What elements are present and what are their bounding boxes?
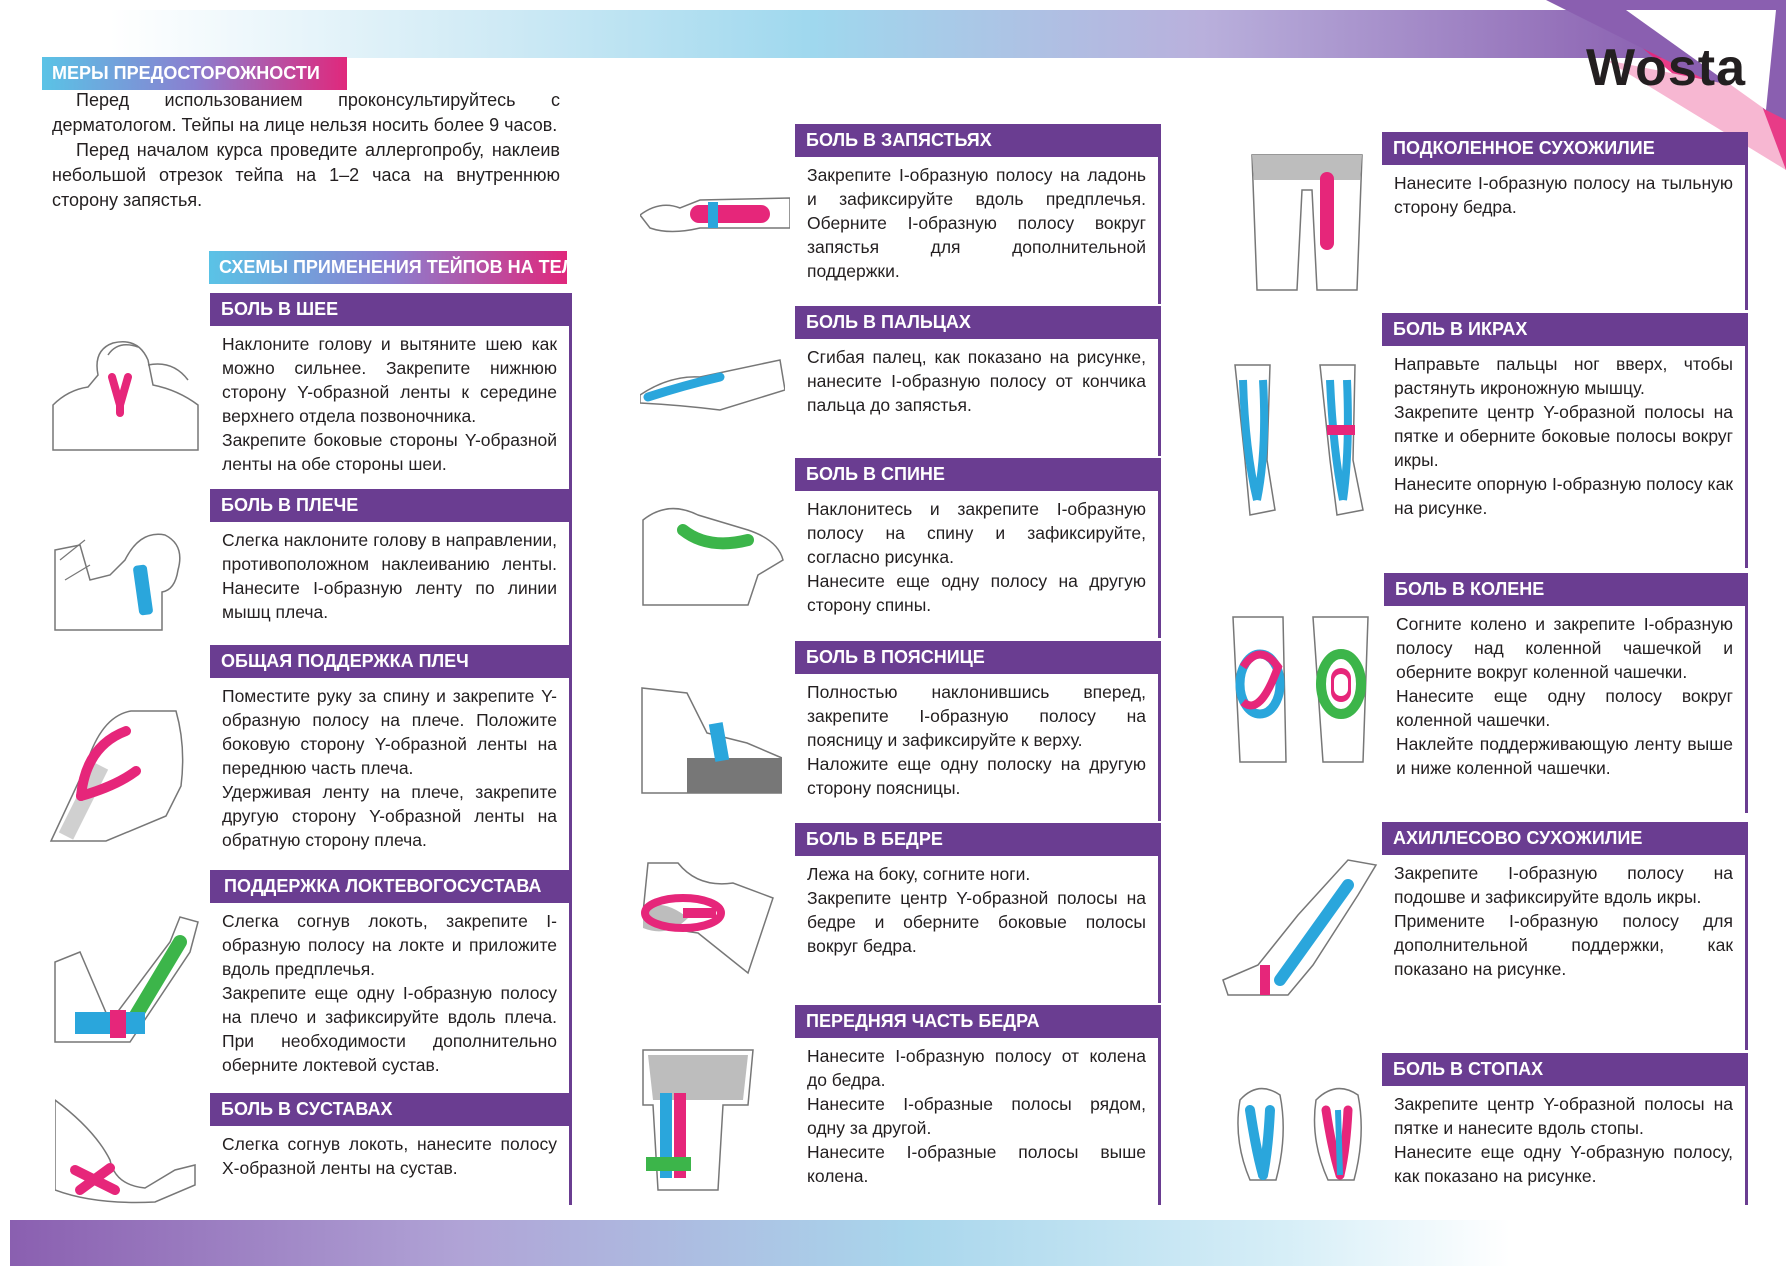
card-paragraph: Закрепите еще одну I-образную полосу на плечо и зафиксируйте вдоль плеча. При необходимости дополнительно оберните локтевой сустав. (222, 983, 557, 1075)
achilles-taping-illustration (1218, 855, 1378, 1000)
card-title: БОЛЬ В СТОПАХ (1382, 1053, 1745, 1086)
card-paragraph: Примените I-образную полосу для дополнительной поддержки, как показано на рисунке. (1394, 911, 1733, 979)
card-paragraph: Нанесите I-образную полосу на тыльную сторону бедра. (1394, 173, 1733, 217)
card-general-shoulder-support (210, 645, 572, 870)
calf-taping-illustration (1225, 360, 1375, 520)
wrist-taping-illustration (640, 190, 790, 240)
card-knee-pain (1384, 573, 1748, 813)
card-paragraph: Закрепите боковые стороны Y-образной ленты на обе стороны шеи. (222, 430, 557, 474)
card-achilles-tendon (1382, 822, 1748, 1050)
card-back-pain (795, 458, 1161, 638)
card-title: БОЛЬ В ИКРАХ (1382, 313, 1745, 346)
card-paragraph: Наложите еще одну полоску на другую сторону поясницы. (807, 754, 1146, 798)
card-text (1382, 346, 1745, 520)
card-text (1382, 855, 1745, 981)
card-paragraph: Направьте пальцы ног вверх, чтобы растянуть икроножную мышцу. (1394, 354, 1733, 398)
knee-taping-illustration (1228, 612, 1378, 767)
card-text (210, 326, 569, 476)
card-title: БОЛЬ В СПИНЕ (795, 458, 1158, 491)
card-paragraph: Нанесите опорную I-образную полосу как на рисунке. (1394, 474, 1733, 518)
card-title: БОЛЬ В СУСТАВАХ (210, 1093, 569, 1126)
card-shoulder-pain (210, 489, 572, 645)
card-paragraph: Закрепите центр Y-образной полосы на пятке и оберните боковые полосы вокруг икры. (1394, 402, 1733, 470)
card-paragraph: Нанесите еще одну Y-образную полосу, как показано на рисунке. (1394, 1142, 1733, 1186)
card-paragraph: Слегка согнув локоть, закрепите I-образную полосу на локте и приложите вдоль предплечья. (222, 911, 557, 979)
card-title: ОБЩАЯ ПОДДЕРЖКА ПЛЕЧ (210, 645, 569, 678)
card-paragraph: Нанесите I-образные полосы рядом, одну за другой. (807, 1094, 1146, 1138)
card-paragraph: Лежа на боку, согните ноги. (807, 864, 1031, 884)
precautions-title: МЕРЫ ПРЕДОСТОРОЖНОСТИ (42, 57, 347, 90)
foot-taping-illustration (1228, 1080, 1376, 1185)
card-text (795, 157, 1158, 283)
card-paragraph: Нанесите еще одну полосу на другую сторону спины. (807, 571, 1146, 615)
card-title: БОЛЬ В КОЛЕНЕ (1384, 573, 1745, 606)
card-paragraph: Наклейте поддерживающую ленту выше и ниже коленной чашечки. (1396, 734, 1733, 778)
card-text (210, 903, 569, 1077)
card-title: БОЛЬ В БЕДРЕ (795, 823, 1158, 856)
card-foot-pain (1382, 1053, 1748, 1205)
bottom-gradient-band (10, 1220, 1510, 1266)
card-finger-pain (795, 306, 1161, 456)
card-joint-pain (210, 1093, 572, 1205)
front-thigh-taping-illustration (638, 1045, 758, 1195)
card-text (795, 491, 1158, 617)
card-paragraph: Закрепите центр Y-образной полосы на пятке и нанесите вдоль стопы. (1394, 1094, 1733, 1138)
card-paragraph: Полностью наклонившись вперед, закрепите I-образную полосу на поясницу и зафиксируйте к верху. (807, 682, 1146, 750)
precautions-paragraph: Перед использованием проконсультируйтесь с дерматологом. Тейпы на лице нельзя носить более 9 часов. (52, 90, 560, 135)
card-title: ПОДКОЛЕННОЕ СУХОЖИЛИЕ (1382, 132, 1745, 165)
card-text (795, 856, 1158, 958)
card-text (1382, 165, 1745, 219)
card-title: БОЛЬ В ПОЯСНИЦЕ (795, 641, 1158, 674)
card-paragraph: Слегка согнув локоть, нанесите полосу X-образной ленты на сустав. (222, 1134, 557, 1178)
hip-taping-illustration (638, 858, 778, 978)
card-text (210, 522, 569, 624)
card-paragraph: Удерживая ленту на плече, закрепите другую сторону Y-образной ленты на обратную сторону плеча. (222, 782, 557, 850)
card-paragraph: Сгибая палец, как показано на рисунке, нанесите I-образную полосу от кончика пальца до запястья. (807, 347, 1146, 415)
card-elbow-support (210, 870, 572, 1093)
brand-logo: Wosta (1585, 39, 1746, 97)
card-lower-back-pain (795, 641, 1161, 821)
card-title: БОЛЬ В ПЛЕЧЕ (210, 489, 569, 522)
top-gradient-band (110, 10, 1670, 58)
elbow-taping-illustration (50, 912, 200, 1047)
shoulder-taping-illustration (50, 520, 190, 635)
card-paragraph: Закрепите центр Y-образной полосы на бедре и оберните боковые полосы вокруг бедра. (807, 888, 1146, 956)
card-paragraph: Наклонитесь и закрепите I-образную полосу на спину и зафиксируйте, согласно рисунка. (807, 499, 1146, 567)
card-text (1384, 606, 1745, 780)
card-title: ПЕРЕДНЯЯ ЧАСТЬ БЕДРА (795, 1005, 1158, 1038)
lower-back-taping-illustration (637, 683, 782, 795)
neck-taping-illustration (48, 335, 206, 455)
card-paragraph: Нанесите I-образные полосы выше колена. (807, 1142, 1146, 1186)
card-front-thigh (795, 1005, 1161, 1205)
card-text (795, 674, 1158, 800)
card-paragraph: Закрепите I-образную полосу на ладонь и зафиксируйте вдоль предплечья. Оберните I-образную полосу вокруг запястья для дополнительной поддержки. (807, 165, 1146, 281)
finger-taping-illustration (640, 355, 785, 415)
joint-taping-illustration (55, 1090, 200, 1205)
precautions-paragraph: Перед началом курса проведите аллергопробу, наклеив небольшой отрезок тейпа на 1–2 часа на внутреннюю сторону запястья. (52, 140, 560, 210)
precautions-text (52, 88, 560, 213)
hamstring-taping-illustration (1242, 150, 1372, 295)
card-title: АХИЛЛЕСОВО СУХОЖИЛИЕ (1382, 822, 1745, 855)
card-title: БОЛЬ В ЗАПЯСТЬЯХ (795, 124, 1158, 157)
card-title: БОЛЬ В ШЕЕ (210, 293, 569, 326)
card-wrist-pain (795, 124, 1161, 304)
card-title: ПОДДЕРЖКА ЛОКТЕВОГОСУСТАВА (210, 870, 569, 903)
card-paragraph: Слегка наклоните голову в направлении, противоположном наклеиванию ленты. Нанесите I-образную ленту по линии мышц плеча. (222, 530, 557, 622)
card-text (1382, 1086, 1745, 1188)
card-paragraph: Согните колено и закрепите I-образную полосу над коленной чашечкой и оберните вокруг коленной чашечки. (1396, 614, 1733, 682)
card-neck-pain (210, 293, 572, 489)
back-taping-illustration (638, 500, 788, 610)
card-hip-pain (795, 823, 1161, 1003)
card-text (210, 1126, 569, 1180)
card-calf-pain (1382, 313, 1748, 568)
card-text (795, 339, 1158, 417)
schemes-title: СХЕМЫ ПРИМЕНЕНИЯ ТЕЙПОВ НА ТЕЛЕ (209, 251, 567, 284)
card-paragraph: Поместите руку за спину и закрепите Y-образную полосу на плече. Положите боковую сторону Y-образной ленты на переднюю часть плеча. (222, 686, 557, 778)
shoulder-support-illustration (46, 686, 186, 846)
card-paragraph: Нанесите I-образную полосу от колена до бедра. (807, 1046, 1146, 1090)
card-paragraph: Закрепите I-образную полосу на подошве и зафиксируйте вдоль икры. (1394, 863, 1733, 907)
card-text (210, 678, 569, 852)
card-text (795, 1038, 1158, 1188)
card-paragraph: Нанесите еще одну полосу вокруг коленной чашечки. (1396, 686, 1733, 730)
card-paragraph: Наклоните голову и вытяните шею как можно сильнее. Закрепите нижнюю сторону Y-образной ленты к середине верхнего отдела позвоночника. (222, 334, 557, 426)
card-hamstring (1382, 132, 1748, 310)
card-title: БОЛЬ В ПАЛЬЦАХ (795, 306, 1158, 339)
